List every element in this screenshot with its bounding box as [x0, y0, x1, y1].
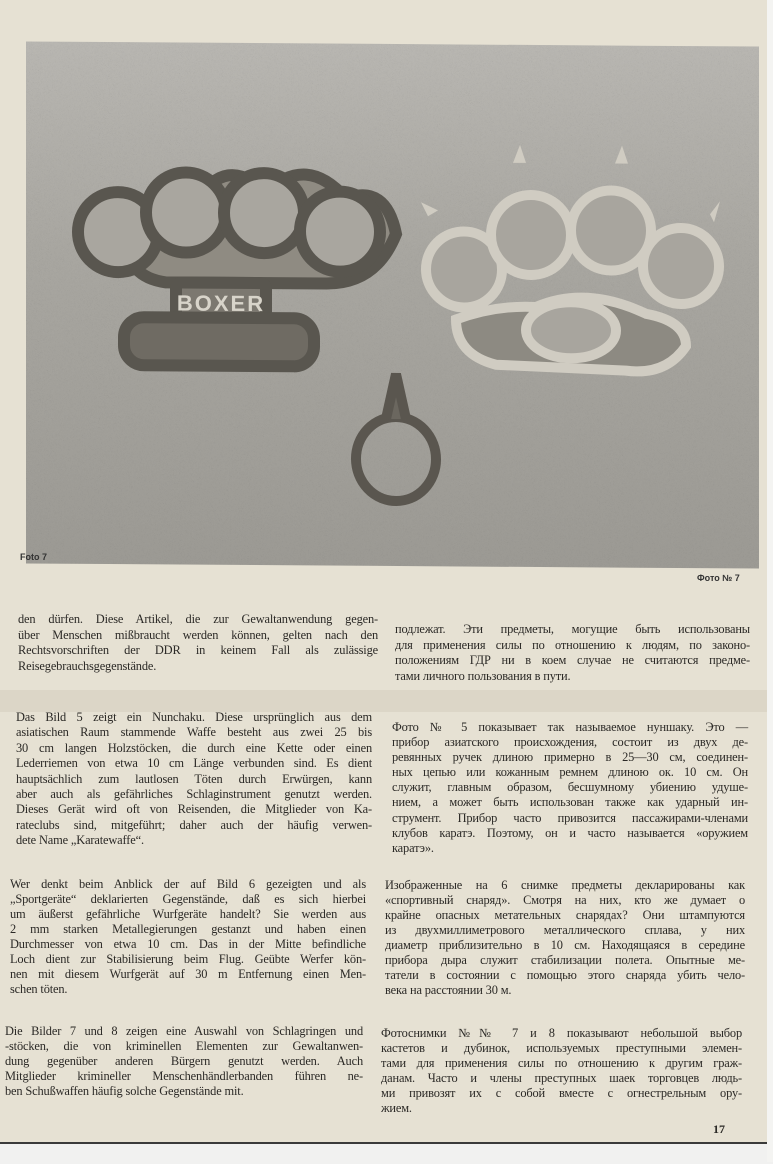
text-line: Dieses Gerät wird oft von Reisenden, die Mitglieder von Ka-	[16, 802, 372, 817]
text-line: служит, главным образом, бесшумному убиению удуше-	[392, 780, 748, 795]
scan-bottom-edge	[0, 1142, 773, 1164]
text-line: Mitglieder krimineller Menschenhändlerbanden führen ne-	[5, 1069, 363, 1083]
boxer-lettering: BOXER	[176, 290, 266, 317]
photo-caption-de: Foto 7	[20, 552, 47, 562]
text-line: nen mit diesem Wurfgerät auf 30 m Entfernung einen Men-	[10, 967, 366, 981]
text-line: каратэ».	[392, 840, 434, 855]
text-line: ben Schußwaffen häufig solche Gegenstände mit.	[5, 1084, 244, 1098]
text-line: -stöcken, die von kriminellen Elementen zur Gewaltanwen-	[5, 1039, 363, 1053]
text-line: положениям ГДР ни в коем случае не считаются предме-	[395, 653, 750, 668]
paragraph-ru-1	[395, 622, 750, 684]
text-line: для применения силы по отношению к людям, по законо-	[395, 637, 750, 652]
text-line: um äußerst gefährliche Wurfgeräte handelt? Sie werden aus	[10, 907, 366, 921]
text-line: Durchmesser von etwa 10 cm. Das in der Mitte befindliche	[10, 937, 366, 951]
text-line: 30 cm langen Holzstöcken, die durch eine Kette oder einen	[16, 740, 372, 755]
text-line: über Menschen mißbraucht werden können, gelten nach den	[18, 627, 378, 642]
text-line: Rechtsvorschriften der DDR in keinem Fall als zulässige	[18, 643, 378, 658]
text-line: прибор азиатского происхождения, состоит из двух де-	[392, 735, 748, 750]
page-number: 17	[713, 1122, 725, 1136]
text-line: диаметр приблизительно в 10 см. Находящаяся в середине	[385, 938, 745, 952]
text-line: den dürfen. Diese Artikel, die zur Gewaltanwendung gegen-	[18, 612, 378, 626]
paragraph-de-2	[16, 710, 372, 849]
text-line: dung gegenüber anderen Bürgern genutzt werden. Auch	[5, 1054, 363, 1068]
text-line: Фотоснимки №№ 7 и 8 показывают небольшой выбор	[381, 1026, 742, 1040]
text-line: Фото № 5 показывает так называемое нуншаку. Это —	[392, 720, 748, 734]
text-line: hauptsächlich zum lautlosen Töten durch Erwürgen, kann	[16, 771, 372, 786]
text-line: татели в состоянии с помощью этого снаряда убить чело-	[385, 968, 745, 982]
text-line: века на расстоянии 30 м.	[385, 983, 512, 997]
text-line: из двухмиллиметрового металлического сплава, у них	[385, 923, 745, 937]
paragraph-ru-4	[381, 1026, 742, 1116]
text-line: данам. Часто и члены преступных шаек торговцев людь-	[381, 1071, 742, 1085]
paragraph-de-1	[18, 612, 378, 674]
text-line: schen töten.	[10, 982, 68, 996]
text-line: жием.	[381, 1101, 412, 1115]
text-line: asiatischen Raum stammende Waffe besteht aus zwei 25 bis	[16, 725, 372, 740]
paragraph-ru-3	[385, 878, 745, 998]
text-line: 2 mm starken Metallegierungen gestanzt und haben einen	[10, 922, 366, 936]
paragraph-de-3	[10, 877, 366, 997]
paragraph-ru-2	[392, 720, 748, 856]
text-line: ревянных ручек длиною примерно в 25—30 см, соединен-	[392, 750, 748, 765]
text-line: прибора дыра служит стабилизации полета. Опытные ме-	[385, 953, 745, 967]
text-line: rateclubs sind, mitgeführt; daher auch der häufig verwen-	[16, 817, 372, 832]
text-line: тами личного пользования в пути.	[395, 668, 571, 683]
paragraph-de-4	[5, 1024, 363, 1099]
brass-knuckles-illustration	[26, 41, 759, 568]
text-line: Wer denkt beim Anblick der auf Bild 6 gezeigten und als	[10, 877, 366, 891]
text-line: крайне опасных метательных снарядах? Они штампуются	[385, 908, 745, 922]
photo-brass-knuckles	[26, 41, 759, 568]
text-line: нием, а может быть использован также как ударный ин-	[392, 795, 748, 810]
text-line: кастетов и дубинок, используемых преступными элемен-	[381, 1041, 742, 1055]
photo-caption-ru: Фото № 7	[697, 573, 740, 583]
text-line: Loch dient zur Stabilisierung beim Flug. Geübte Werfer kön-	[10, 952, 366, 966]
scan-right-edge	[767, 0, 773, 1162]
text-line: „Sportgeräte“ deklarierten Gegenstände, daß es sich hierbei	[10, 892, 366, 906]
text-line: клубов каратэ. Поэтому, он и часто называется «оружием	[392, 825, 748, 840]
scan-shade	[0, 690, 773, 712]
text-line: струмент. Прибор часто привозится пассажирами-членами	[392, 810, 748, 825]
text-line: тами для применения силы по отношению к другим граж-	[381, 1056, 742, 1070]
text-line: Reisegebrauchsgegenstände.	[18, 658, 157, 673]
text-line: Изображенные на 6 снимке предметы декларированы как	[385, 878, 745, 892]
text-line: подлежат. Эти предметы, могущие быть использованы	[395, 622, 750, 636]
text-line: dete Name „Karatewaffe“.	[16, 833, 144, 848]
text-line: Die Bilder 7 und 8 zeigen eine Auswahl von Schlagringen und	[5, 1024, 363, 1038]
text-line: «спортивный снаряд». Смотря на них, кто же думает о	[385, 893, 745, 907]
text-line: Das Bild 5 zeigt ein Nunchaku. Diese ursprünglich aus dem	[16, 710, 372, 724]
text-line: Lederriemen von etwa 10 cm Länge verbunden sind. Es dient	[16, 756, 372, 771]
text-line: aber auch als gefährliches Schlaginstrument genutzt werden.	[16, 787, 372, 802]
text-line: ных цепью или кожанным ремнем длиною ок. 10 см. Он	[392, 765, 748, 780]
text-line: ми привозят их с собой вместе с огнестрельным ору-	[381, 1086, 742, 1100]
